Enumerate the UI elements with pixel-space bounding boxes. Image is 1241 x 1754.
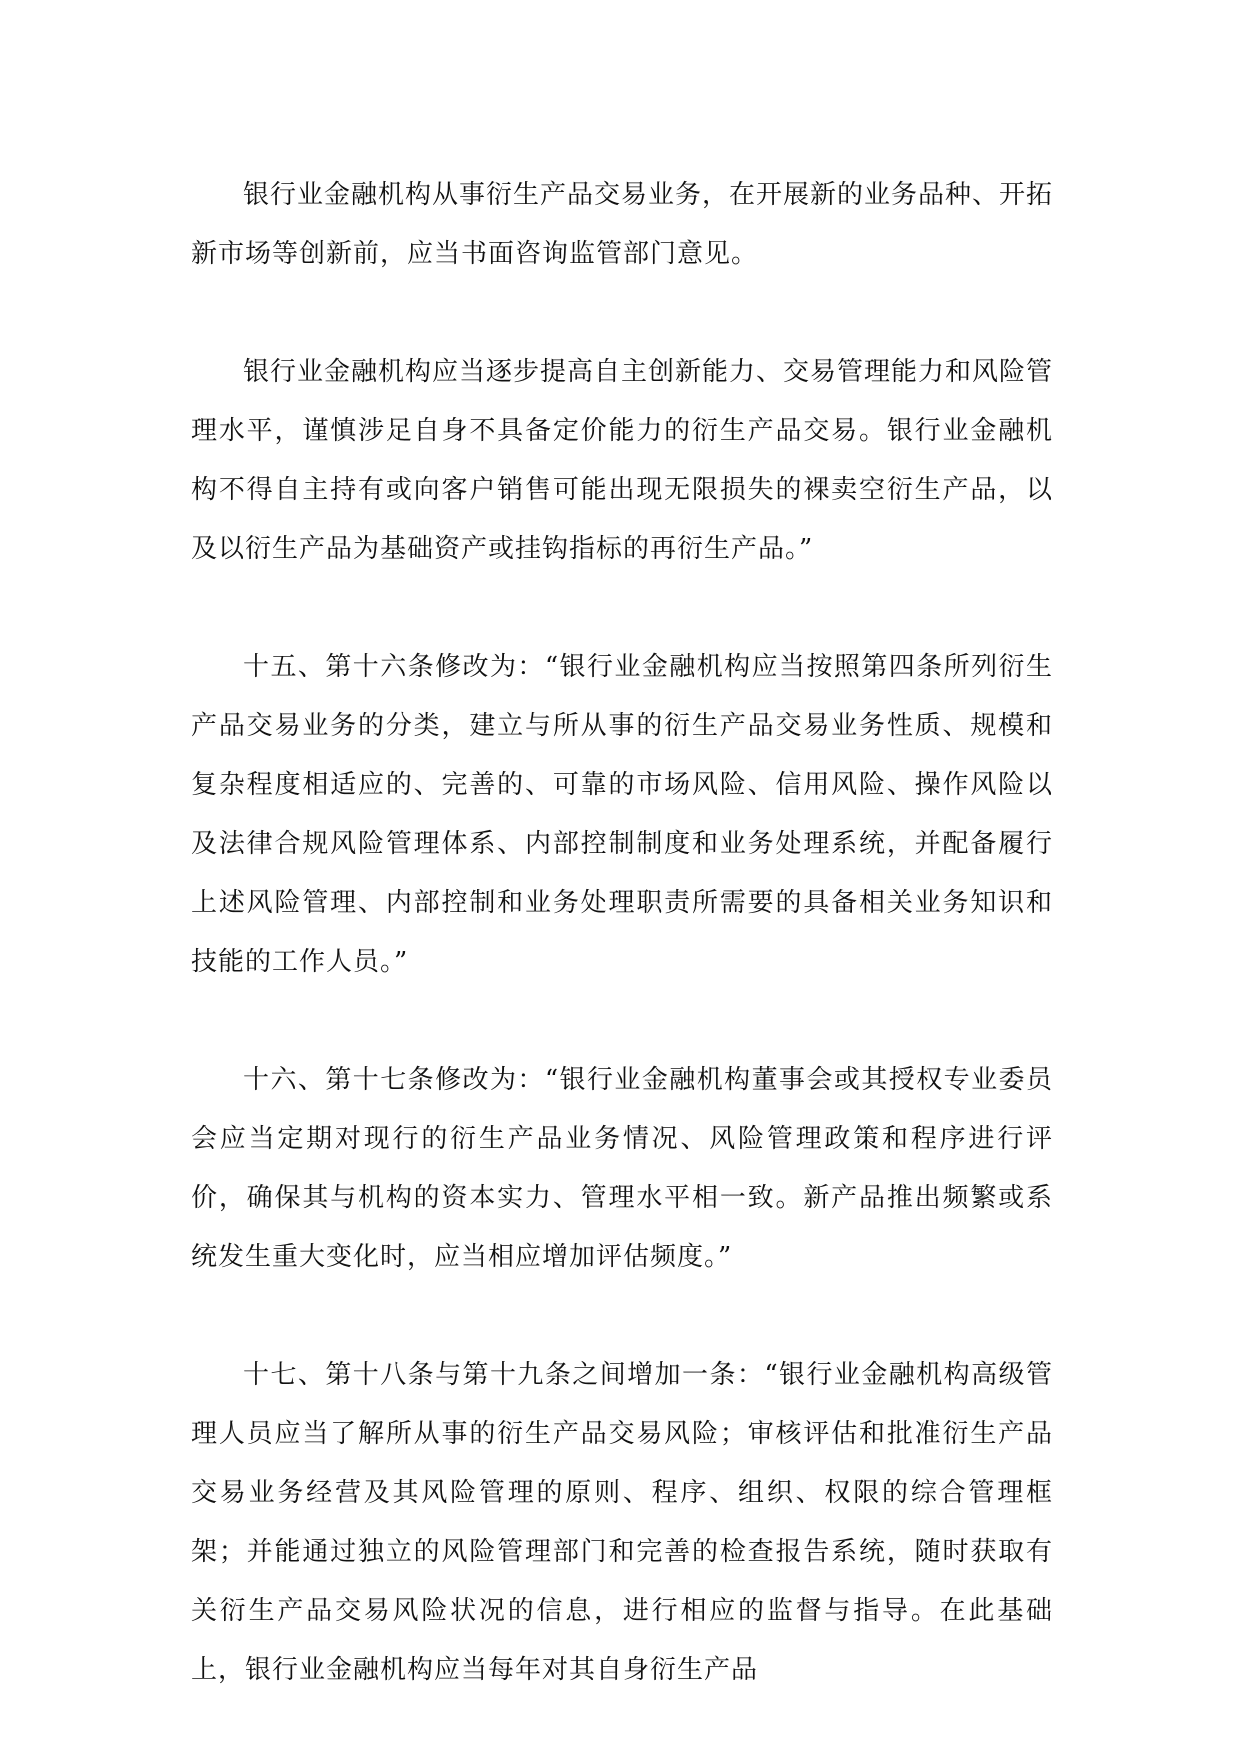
paragraph-spacer	[191, 284, 1053, 343]
paragraph-innovation-capacity: 银行业金融机构应当逐步提高自主创新能力、交易管理能力和风险管理水平，谨慎涉足自身不具备定价能力的衍生产品交易。银行业金融机构不得自主持有或向客户销售可能出现无限损失的裸卖空衍生产品，以及以衍生产品为基础资产或挂钩指标的再衍生产品。”	[191, 357, 1054, 564]
paragraph-spacer	[191, 992, 1053, 1051]
paragraph-article-17: 十六、第十七条修改为：“银行业金融机构董事会或其授权专业委员会应当定期对现行的衍生产品业务情况、风险管理政策和程序进行评价，确保其与机构的资本实力、管理水平相一致。新产品推出频繁或系统发生重大变化时，应当相应增加评估频度。”	[191, 1065, 1053, 1272]
paragraph-spacer	[191, 1287, 1053, 1346]
paragraph-consult-regulator: 银行业金融机构从事衍生产品交易业务，在开展新的业务品种、开拓新市场等创新前，应当书面咨询监管部门意见。	[191, 180, 1054, 269]
paragraph-article-18-19: 十七、第十八条与第十九条之间增加一条：“银行业金融机构高级管理人员应当了解所从事的衍生产品交易风险；审核评估和批准衍生产品交易业务经营及其风险管理的原则、程序、组织、权限的综合管理框架；并能通过独立的风险管理部门和完善的检查报告系统，随时获取有关衍生产品交易风险状况的信息，进行相应的监督与指导。在此基础上，银行业金融机构应当每年对其自身衍生产品	[191, 1360, 1053, 1685]
paragraph-spacer	[191, 579, 1053, 638]
document-body	[191, 166, 1053, 1700]
paragraph-article-16: 十五、第十六条修改为：“银行业金融机构应当按照第四条所列衍生产品交易业务的分类，建立与所从事的衍生产品交易业务性质、规模和复杂程度相适应的、完善的、可靠的市场风险、信用风险、操作风险以及法律合规风险管理体系、内部控制制度和业务处理系统，并配备履行上述风险管理、内部控制和业务处理职责所需要的具备相关业务知识和技能的工作人员。”	[191, 652, 1053, 977]
